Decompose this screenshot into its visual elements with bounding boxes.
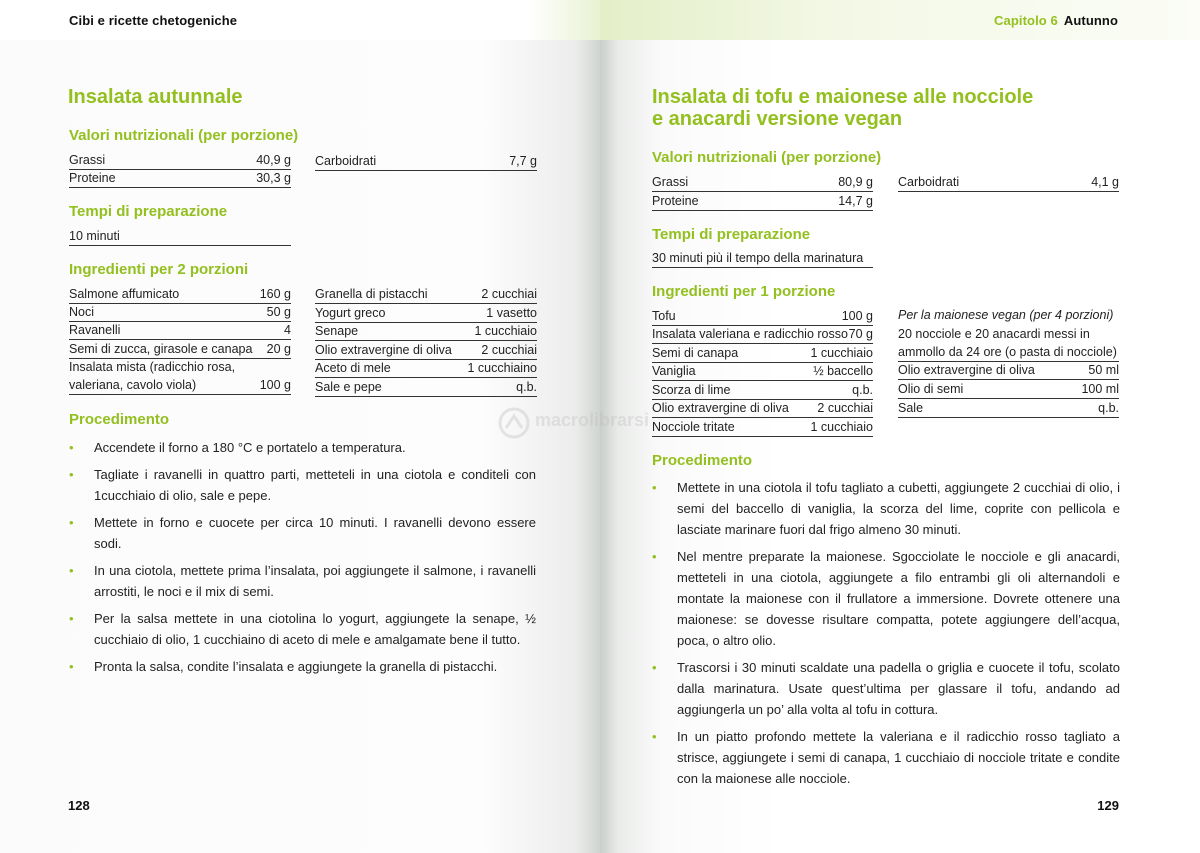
bullet-icon: •: [652, 549, 657, 564]
prep-heading: Tempi di preparazione: [652, 226, 811, 243]
ingredient-row: Salmone affumicato 160 g: [69, 287, 291, 304]
mayo-heading: Per la maionese vegan (per 4 porzioni): [898, 308, 1114, 322]
procedure-step: • Nel mentre preparate la maionese. Sgocciolate le nocciole e gli anacardi, metteteli in una ciotola, aggiungete a filo entrambi gli oli alternandoli e montate la maionese con il frullatore a immersione. Dovrete ottenere una maionese: se dovesse risultare compatta, potete aggiungere dell’acqua, poca, o altro olio.: [652, 546, 1120, 651]
ingredients-heading: Ingredienti per 1 porzione: [652, 283, 836, 300]
procedure-step: • Accendete il forno a 180 °C e portatelo a temperatura.: [69, 437, 536, 458]
bullet-icon: •: [69, 440, 74, 455]
ingredient-row: Vaniglia ½ baccello: [652, 364, 873, 381]
procedure-step: • In un piatto profondo mettete la valeriana e il radicchio rosso tagliato a strisce, aggiungete i semi di canapa, 1 cucchiaio di nocciole tritate e condite con la maionese alle nocciole.: [652, 726, 1120, 789]
watermark-logo: [497, 406, 697, 446]
nutrition-row: Proteine 30,3 g: [69, 171, 291, 188]
bullet-icon: •: [652, 660, 657, 675]
nutrition-heading: Valori nutrizionali (per porzione): [69, 127, 299, 144]
procedure-list: [652, 477, 1120, 795]
mayo-note: ammollo da 24 ore (o pasta di nocciole): [898, 345, 1119, 362]
procedure-step: • In una ciotola, mettete prima l’insalata, poi aggiungete il salmone, i ravanelli arrostiti, le noci e il mix di semi.: [69, 560, 536, 602]
procedure-step: • Mettete in una ciotola il tofu tagliato a cubetti, aggiungete 2 cucchiai di olio, i semi del baccello di vaniglia, la scorza del lime, coprite con pellicola e lasciate marinare fuori dal frigo almeno 30 minuti.: [652, 477, 1120, 540]
procedure-heading: Procedimento: [652, 452, 753, 469]
ingredient-row: Granella di pistacchi 2 cucchiai: [315, 287, 537, 304]
page-number: 129: [1097, 798, 1119, 813]
bullet-icon: •: [69, 467, 74, 482]
bullet-icon: •: [69, 563, 74, 578]
bullet-icon: •: [69, 659, 74, 674]
recipe-title: Insalata autunnale: [68, 86, 243, 108]
nutrition-row: Proteine 14,7 g: [652, 194, 873, 211]
procedure-step: • Mettete in forno e cuocete per circa 10 minuti. I ravanelli devono essere sodi.: [69, 512, 536, 554]
ingredient-row: Ravanelli 4: [69, 323, 291, 340]
procedure-heading: Procedimento: [69, 411, 170, 428]
ingredient-row: Yogurt greco 1 vasetto: [315, 306, 537, 323]
ingredient-row: Aceto di mele 1 cucchiaino: [315, 361, 537, 378]
nutrition-heading: Valori nutrizionali (per porzione): [652, 149, 882, 166]
ingredient-row: Insalata valeriana e radicchio rosso 70 g: [652, 327, 873, 344]
bullet-icon: •: [69, 515, 74, 530]
chapter-title: Autunno: [1063, 13, 1118, 28]
ingredient-row: Nocciole tritate 1 cucchiaio: [652, 420, 873, 437]
prep-time: 30 minuti più il tempo della marinatura: [652, 251, 873, 268]
recipe-title: Insalata di tofu e maionese alle nocciole e anacardi versione vegan: [652, 86, 1034, 130]
ingredient-row: Scorza di lime q.b.: [652, 383, 873, 400]
procedure-step: • Tagliate i ravanelli in quattro parti, metteteli in una ciotola e conditeli con 1cucchiaio di olio, sale e pepe.: [69, 464, 536, 506]
ingredient-row: Senape 1 cucchiaio: [315, 324, 537, 341]
procedure-step: • Per la salsa mettete in una ciotolina lo yogurt, aggiungete la senape, ½ cucchiaio di olio, 1 cucchiaino di aceto di mele e amalgamate bene il tutto.: [69, 608, 536, 650]
nutrition-row: Carboidrati 4,1 g: [898, 175, 1119, 192]
bullet-icon: •: [652, 729, 657, 744]
ingredient-row: Olio extravergine di oliva 2 cucchiai: [652, 401, 873, 418]
ingredient-row: Olio extravergine di oliva 2 cucchiai: [315, 343, 537, 360]
procedure-step: • Trascorsi i 30 minuti scaldate una padella o griglia e cuocete il tofu, scolato dalla marinatura. Usate quest’ultima per glassare il tofu, andando ad aggiungerla un po’ alla volta al tofu in cottura.: [652, 657, 1120, 720]
procedure-step: • Pronta la salsa, condite l’insalata e aggiungete la granella di pistacchi.: [69, 656, 536, 677]
ingredient-row: Sale e pepe q.b.: [315, 380, 537, 397]
ingredient-row: Olio di semi 100 ml: [898, 382, 1119, 399]
nutrition-row: Carboidrati 7,7 g: [315, 154, 537, 171]
prep-time: 10 minuti: [69, 229, 291, 246]
procedure-list: [69, 437, 536, 683]
ingredient-row: Semi di canapa 1 cucchiaio: [652, 346, 873, 363]
nutrition-row: Grassi 40,9 g: [69, 153, 291, 170]
ingredient-row: Insalata mista (radicchio rosa, valeriana, cavolo viola) 100 g: [69, 360, 291, 395]
ingredient-row: Noci 50 g: [69, 305, 291, 322]
ingredient-row: Sale q.b.: [898, 401, 1119, 418]
page-number: 128: [68, 798, 90, 813]
watermark-icon: [497, 406, 531, 440]
prep-heading: Tempi di preparazione: [69, 203, 228, 220]
bullet-icon: •: [69, 611, 74, 626]
running-head: Cibi e ricette chetogeniche: [69, 13, 238, 28]
ingredient-row: Semi di zucca, girasole e canapa 20 g: [69, 342, 291, 359]
chapter-heading: [994, 13, 1118, 28]
ingredient-row: Olio extravergine di oliva 50 ml: [898, 363, 1119, 380]
watermark-text: macrolibrarsi: [535, 410, 650, 430]
ingredient-row: Tofu 100 g: [652, 309, 873, 326]
ingredients-heading: Ingredienti per 2 porzioni: [69, 261, 249, 278]
chapter-label: Capitolo 6: [994, 13, 1058, 28]
mayo-note: 20 nocciole e 20 anacardi messi in: [898, 327, 1090, 341]
nutrition-row: Grassi 80,9 g: [652, 175, 873, 192]
bullet-icon: •: [652, 480, 657, 495]
